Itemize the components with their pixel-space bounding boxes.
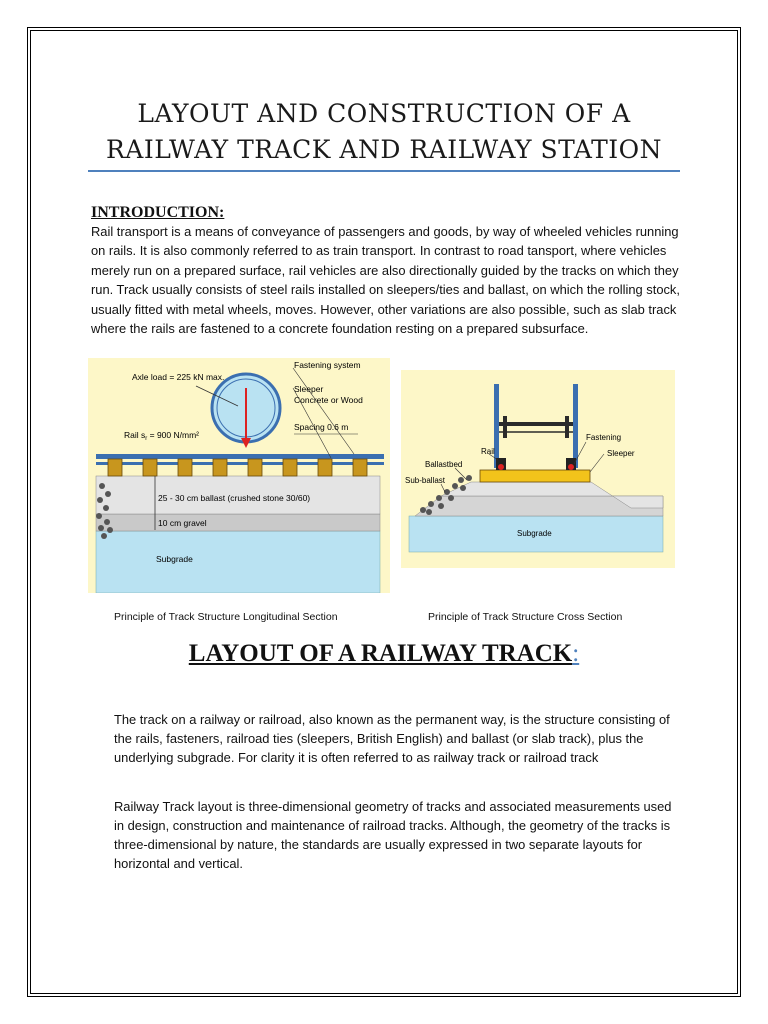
rail-strength-label: Rail $s_r = 900$ N/mm²	[124, 430, 199, 442]
section-heading-text: LAYOUT OF A RAILWAY TRACK	[188, 640, 573, 667]
introduction-paragraph: Rail transport is a means of conveyance of passengers and goods, by way of wheeled vehicles running on rails. It is also commonly referred to as train transport. In contrast to road tansport, where vehicles merely run on a prepared surface, rail vehicles are also directionally guided by the tracks on which they run. Track usually consists of steel rails installed on sleepers/ties and ballast, on which the rolling stock, usually fitted with metal wheels, moves. However, other variations are also possible, such as slab track where the rails are fastened to a concrete foundation resting on a prepared subsurface.	[91, 224, 680, 337]
cross-section-figure	[401, 370, 675, 568]
sleeper-label: Sleeper	[294, 384, 324, 394]
section-heading-colon: :	[572, 640, 580, 667]
ballastbed-label: Ballastbed	[425, 460, 463, 469]
cross-section-caption: Principle of Track Structure Cross Section	[428, 611, 623, 623]
sleeper-block	[178, 459, 192, 476]
sleeper-block	[318, 459, 332, 476]
track-definition-paragraph: The track on a railway or railroad, also known as the permanent way, is the structure consisting of the rails, fasteners, railroad ties (sleepers, British English) and ballast (or slab track), plus the underlying subgrade. For clarity it is often referred to as railway track or railroad track	[114, 712, 670, 765]
longitudinal-section-figure	[88, 358, 390, 593]
spacing-label: Spacing 0.6 m	[294, 422, 349, 432]
sub-ballast-label: Sub-ballast	[405, 476, 446, 485]
subgrade-label: Subgrade	[517, 529, 552, 538]
section-heading	[0, 640, 768, 668]
page-title	[60, 96, 708, 168]
track-layout-paragraph: Railway Track layout is three-dimensional geometry of tracks and associated measurements used in design, construction and maintenance of railroad tracks. Although, the geometry of the tracks is three-dimensional by nature, the standards are usually expressed in two separate layouts for horizontal and vertical.	[114, 799, 672, 871]
sleeper-block	[283, 459, 297, 476]
sleeper-label: Sleeper	[607, 449, 635, 458]
fastening-label: Fastening	[586, 433, 622, 442]
gravel-label: 10 cm gravel	[158, 518, 207, 528]
title-line-1: LAYOUT AND CONSTRUCTION OF A	[137, 99, 631, 128]
sleeper-block	[213, 459, 227, 476]
sleeper-block	[143, 459, 157, 476]
title-underline-rule	[88, 170, 680, 172]
subgrade-label: Subgrade	[156, 554, 193, 564]
sleeper-block	[353, 459, 367, 476]
sleeper-material-label: Concrete or Wood	[294, 395, 363, 405]
sleeper-block	[248, 459, 262, 476]
ballast-label: 25 - 30 cm ballast (crushed stone 30/60)	[158, 493, 311, 503]
fastening-system-label: Fastening system	[294, 360, 361, 370]
rail-label: Rail	[481, 447, 495, 456]
longitudinal-section-caption: Principle of Track Structure Longitudinal Section	[114, 611, 338, 623]
axle-load-label: Axle load = 225 kN max.	[132, 372, 225, 382]
sleeper-block	[108, 459, 122, 476]
title-line-2: RAILWAY TRACK AND RAILWAY STATION	[105, 135, 662, 164]
introduction-heading: INTRODUCTION:	[91, 204, 225, 221]
